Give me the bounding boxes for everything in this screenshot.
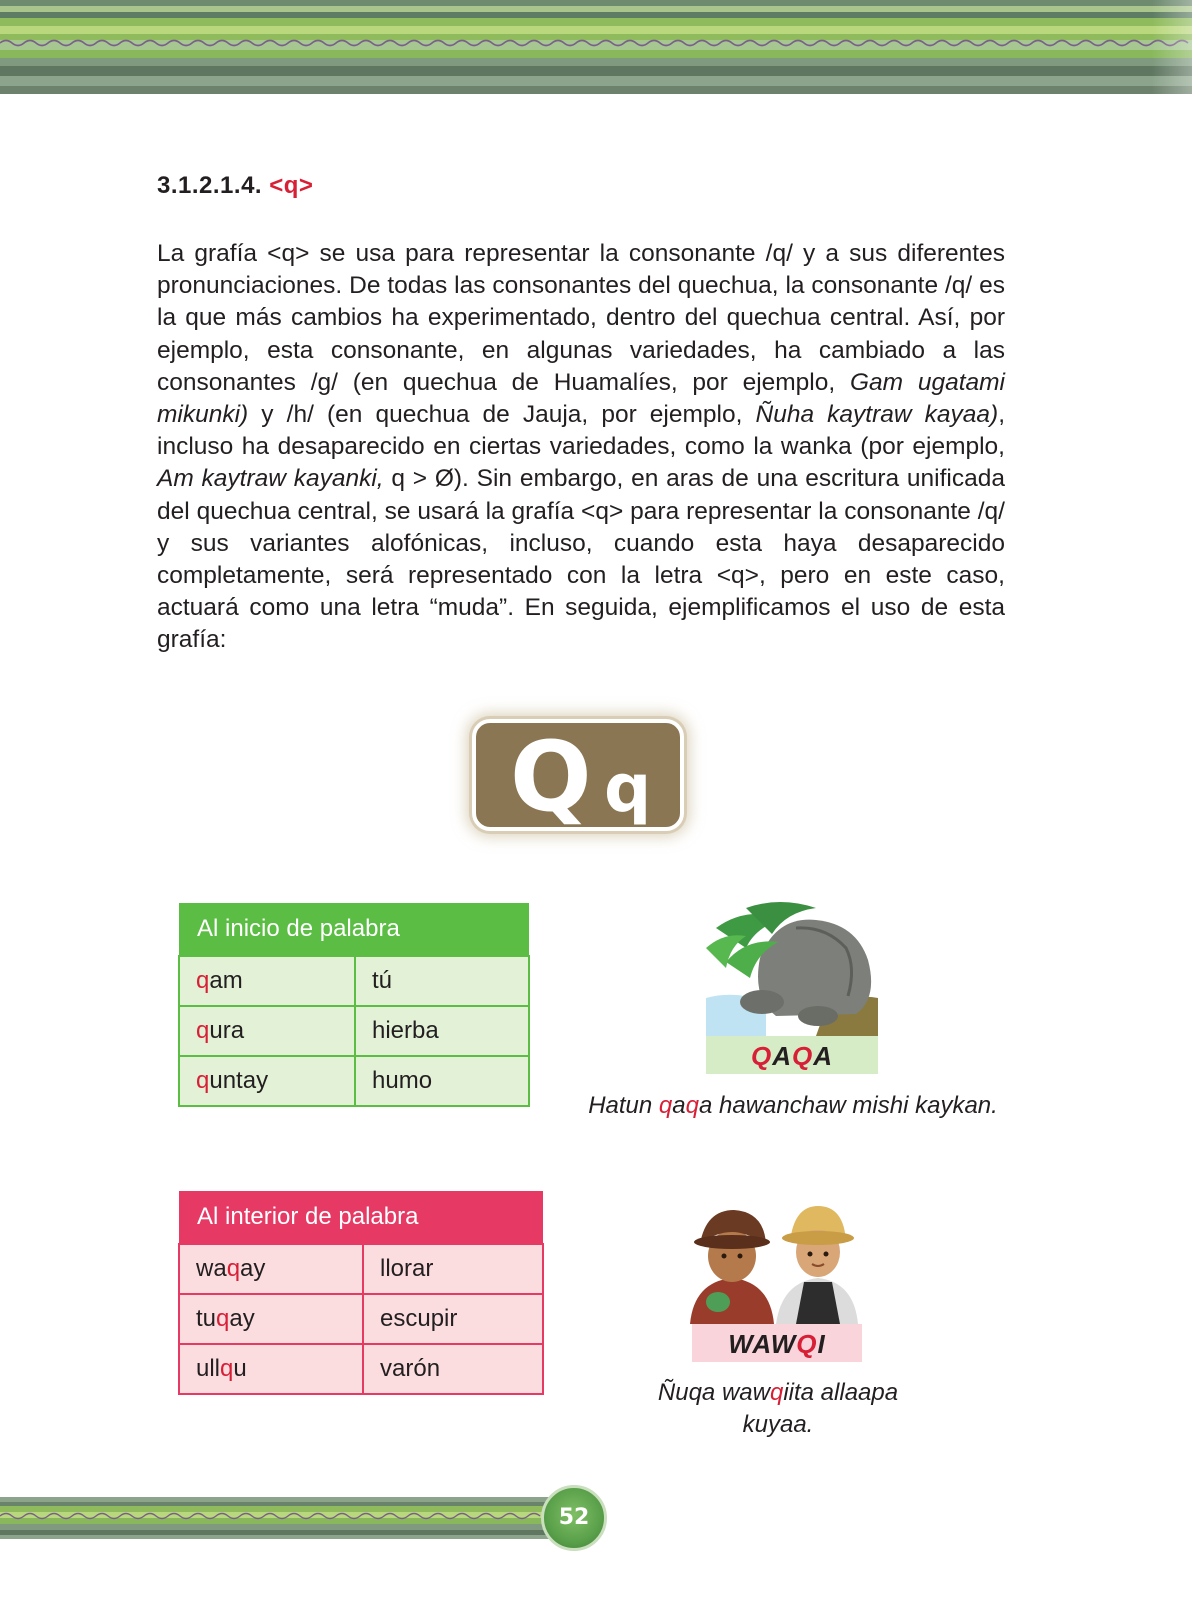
intro-paragraph <box>157 238 1005 657</box>
word-cell: waqay <box>179 1244 363 1294</box>
section-number: 3.1.2.1.4. <box>157 172 263 199</box>
letter-upper: Q <box>510 721 592 833</box>
bottom-decorative-band <box>0 1497 550 1539</box>
word-cell: quntay <box>179 1056 355 1106</box>
para-example-wanka: Am kaytraw kayanki, <box>157 465 384 493</box>
table-word-interior <box>178 1191 544 1395</box>
letter-q-badge <box>472 719 684 831</box>
para-text-1: La grafía <q> se usa para representar la consonante /q/ y a sus diferentes pronunciaciones. De todas las consonantes del quechua, la consonante /q/ es la que más cambios ha experimentado, dentro del quechua central. Así, por ejemplo, esta consonante, en algunas variedades, ha cambiado a las consonantes /g/ (en quechua de Huamalíes, por ejemplo, <box>157 240 1005 396</box>
table-row <box>179 956 529 1006</box>
para-text-3: , incluso ha desaparecido en ciertas variedades, como la wanka (por ejemplo, <box>157 401 1005 461</box>
meaning-cell: humo <box>355 1056 529 1106</box>
example2-sentence: Ñuqa wawqiita allaapa kuyaa. <box>657 1379 899 1438</box>
letter-lower: q <box>604 750 652 827</box>
meaning-cell: hierba <box>355 1006 529 1056</box>
meaning-cell: tú <box>355 956 529 1006</box>
word-cell: qura <box>179 1006 355 1056</box>
table-row <box>179 1294 543 1344</box>
wave-pattern-icon <box>0 1511 550 1521</box>
wave-pattern-icon <box>0 38 1192 48</box>
word-cell: ullqu <box>179 1344 363 1394</box>
para-example-huamalies: Gam ugatami mikunki) <box>157 368 1005 429</box>
children-illustration <box>686 1198 862 1324</box>
example1-sentence: Hatun qaqa hawanchaw mishi kaykan. <box>588 1092 998 1119</box>
table-word-initial <box>178 903 530 1107</box>
meaning-cell: varón <box>363 1344 543 1394</box>
rock-illustration <box>706 898 878 1036</box>
top-decorative-band <box>0 0 1192 94</box>
table-row <box>179 1244 543 1294</box>
word-cell: tuqay <box>179 1294 363 1344</box>
section-heading <box>157 172 313 200</box>
meaning-cell: escupir <box>363 1294 543 1344</box>
para-example-jauja: Ñuha kaytraw kayaa) <box>755 401 999 429</box>
example2-label: WAWQI <box>692 1324 862 1362</box>
table-header: Al inicio de palabra <box>179 903 529 956</box>
table-row <box>179 1056 529 1106</box>
example1-label: QAQA <box>706 1036 878 1074</box>
para-text-2: y /h/ (en quechua de Jauja, por ejemplo, <box>248 401 756 429</box>
table-header: Al interior de palabra <box>179 1191 543 1244</box>
meaning-cell: llorar <box>363 1244 543 1294</box>
section-grapheme: <q> <box>269 172 314 199</box>
page-number: 52 <box>558 1505 590 1530</box>
word-cell: qam <box>179 956 355 1006</box>
table-row <box>179 1006 529 1056</box>
para-text-4: q > Ø). Sin embargo, en aras de una escritura unificada del quechua central, se usará la grafía <q> para representar la consonante /q/ y sus variantes alofónicas, incluso, cuando esta haya desaparecido completamente, será representado con la letra <q>, pero en este caso, actuará como una letra “muda”. En seguida, ejemplificamos el uso de esta grafía: <box>157 465 1005 654</box>
page-number-badge <box>541 1485 607 1551</box>
table-row <box>179 1344 543 1394</box>
